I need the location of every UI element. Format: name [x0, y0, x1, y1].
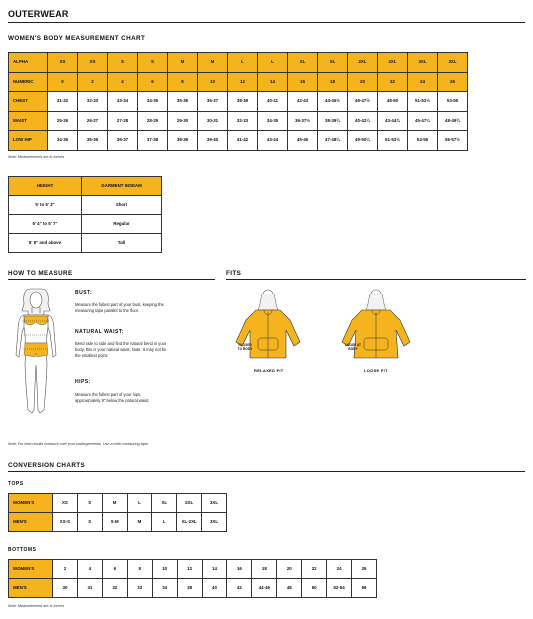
body-chart-cell: 34-35: [138, 92, 168, 112]
loose-fit-tag: LOOSE AT BODY: [345, 343, 361, 351]
body-chart-row: [9, 72, 468, 92]
bottoms-cell: 4: [77, 560, 102, 579]
body-chart-row-label: CHEST: [9, 92, 48, 112]
body-chart-cell: 12: [228, 72, 258, 92]
body-chart-cell: L: [258, 53, 288, 73]
body-chart-cell: 44-45½: [318, 92, 348, 112]
body-chart-cell: 20: [348, 72, 378, 92]
body-chart-cell: 24: [408, 72, 438, 92]
bottoms-cell: 56: [352, 579, 377, 598]
body-chart-cell: M: [198, 53, 228, 73]
page-title: OUTERWEAR: [8, 9, 69, 19]
body-chart-cell: 0: [48, 72, 78, 92]
tops-cell: 2XL: [177, 494, 202, 513]
body-chart-cell: 49-50¼: [348, 131, 378, 151]
body-chart-cell: 10: [198, 72, 228, 92]
body-chart-cell: 37-38: [138, 131, 168, 151]
relaxed-fit-tag: CLOSER TO BODY: [237, 343, 253, 351]
body-chart-cell: 41-42: [228, 131, 258, 151]
body-chart-cell: 27-28: [108, 111, 138, 131]
tops-row-label: MEN'S: [9, 513, 53, 532]
body-chart-cell: 31-32: [48, 92, 78, 112]
bottoms-cell: 26: [352, 560, 377, 579]
body-chart-cell: XS: [78, 53, 108, 73]
body-chart-cell: 36-37: [108, 131, 138, 151]
bottoms-cell: 44-46: [252, 579, 277, 598]
inseam-header-height: HEIGHT: [9, 177, 82, 196]
body-chart-cell: 46-47½: [348, 92, 378, 112]
loose-fit-illustration: [336, 286, 416, 366]
body-chart-row-label: LOW HIP: [9, 131, 48, 151]
relaxed-fit-label: RELAXED FIT: [254, 368, 284, 373]
body-chart-cell: 32-33: [228, 111, 258, 131]
tops-cell: XS: [53, 494, 78, 513]
body-chart-cell: 51-52½: [408, 92, 438, 112]
how-to-measure-divider: [8, 279, 215, 280]
body-chart-cell: L: [228, 53, 258, 73]
waist-text: Bend side to side and find the natural bend in your body, this is your natural waist. Note: It may not be the smallest point.: [75, 341, 167, 359]
tops-cell: 3XL: [202, 494, 227, 513]
body-chart-cell: 48-49¾: [438, 111, 468, 131]
bottoms-cell: 48: [277, 579, 302, 598]
fits-divider: [226, 279, 526, 280]
tops-cell: M: [127, 513, 152, 532]
body-chart-cell: 14: [258, 72, 288, 92]
inseam-value: Short: [82, 196, 162, 215]
bottoms-cell: 20: [277, 560, 302, 579]
tops-cell: 3XL: [202, 513, 227, 532]
body-chart-row: [9, 53, 468, 73]
inseam-value: Tall: [82, 234, 162, 253]
body-chart-cell: 34-35: [48, 131, 78, 151]
bottoms-cell: 22: [302, 560, 327, 579]
body-chart-cell: 2: [78, 72, 108, 92]
bottoms-conversion-table: [8, 559, 377, 598]
bust-heading: BUST:: [75, 290, 93, 296]
body-chart-cell: 40-42¼: [348, 111, 378, 131]
bottoms-cell: 42: [227, 579, 252, 598]
body-chart-cell: 53-55: [408, 131, 438, 151]
tops-row: [9, 513, 227, 532]
tops-cell: L: [152, 513, 177, 532]
body-chart-cell: S: [138, 53, 168, 73]
body-chart-cell: 43-44: [258, 131, 288, 151]
how-to-measure-title: HOW TO MEASURE: [8, 270, 73, 277]
body-chart-cell: 35-36: [168, 92, 198, 112]
loose-fit-label: LOOSE FIT: [364, 368, 388, 373]
body-chart-cell: 22: [378, 72, 408, 92]
fits-title: FITS: [226, 270, 242, 277]
tops-cell: S: [77, 494, 102, 513]
body-chart-cell: 16: [288, 72, 318, 92]
bottoms-cell: 18: [252, 560, 277, 579]
bottoms-cell: 24: [327, 560, 352, 579]
conversion-note: Note: Measurements are in inches: [8, 604, 65, 608]
body-chart-cell: 6: [138, 72, 168, 92]
tops-cell: XS-S: [53, 513, 78, 532]
bottoms-cell: 6: [102, 560, 127, 579]
body-chart-cell: 38-39¼: [318, 111, 348, 131]
bottoms-row: [9, 560, 377, 579]
body-chart-note: Note: Measurements are in inches: [8, 155, 65, 159]
body-chart-cell: 42-43: [288, 92, 318, 112]
tops-conversion-table: [8, 493, 227, 532]
bottoms-title: BOTTOMS: [8, 547, 37, 553]
body-chart-cell: 43-44¾: [378, 111, 408, 131]
body-chart-cell: 53-55: [438, 92, 468, 112]
body-chart-cell: 38-39: [228, 92, 258, 112]
body-chart-cell: 33-34: [108, 92, 138, 112]
tops-row: [9, 494, 227, 513]
tops-cell: L: [127, 494, 152, 513]
bottoms-cell: 12: [177, 560, 202, 579]
tops-cell: XL-2XL: [177, 513, 202, 532]
hips-text: Measure the fullest part of your hips, approximately 8" below the natural waist.: [75, 392, 150, 404]
body-chart-cell: 30-31: [198, 111, 228, 131]
body-chart-cell: 34-35: [258, 111, 288, 131]
bottoms-cell: 34: [152, 579, 177, 598]
tops-cell: M: [102, 494, 127, 513]
body-chart-cell: 3XL: [408, 53, 438, 73]
inseam-table: [8, 176, 162, 253]
body-chart-cell: 56-57½: [438, 131, 468, 151]
bottoms-cell: 8: [127, 560, 152, 579]
bottoms-cell: 50: [302, 579, 327, 598]
title-divider: [8, 22, 525, 23]
body-chart-cell: 28-29: [138, 111, 168, 131]
how-to-measure-note: Note: For best results measure over your undergarments. Use a cloth measuring tape.: [8, 442, 149, 446]
bottoms-cell: 2: [53, 560, 78, 579]
tops-cell: S-M: [102, 513, 127, 532]
bottoms-cell: 33: [127, 579, 152, 598]
body-figure-illustration: [10, 285, 62, 425]
tops-row-label: WOMEN'S: [9, 494, 53, 513]
bust-text: Measure the fullest part of your bust, keeping the measuring tape parallel to the floor.: [75, 302, 164, 314]
body-chart-cell: 29-30: [168, 111, 198, 131]
body-chart-row-label: WAIST: [9, 111, 48, 131]
conversion-title: CONVERSION CHARTS: [8, 462, 86, 469]
inseam-value: Regular: [82, 215, 162, 234]
bottoms-row-label: MEN'S: [9, 579, 53, 598]
body-chart-cell: 47-48¼: [318, 131, 348, 151]
body-chart-cell: 26-27: [78, 111, 108, 131]
hips-heading: HIPS:: [75, 379, 91, 385]
bottoms-cell: 10: [152, 560, 177, 579]
body-chart-cell: M: [168, 53, 198, 73]
body-chart-cell: 32-33: [78, 92, 108, 112]
body-chart-cell: 48-50: [378, 92, 408, 112]
body-chart-row: [9, 111, 468, 131]
bottoms-row-label: WOMEN'S: [9, 560, 53, 579]
bottoms-cell: 16: [227, 560, 252, 579]
body-chart-cell: 38-39: [168, 131, 198, 151]
body-chart-cell: 2XL: [378, 53, 408, 73]
relaxed-fit-illustration: [228, 286, 308, 366]
inseam-header-garment: GARMENT INSEAM: [82, 177, 162, 196]
bottoms-cell: 14: [202, 560, 227, 579]
bottoms-row: [9, 579, 377, 598]
body-chart-cell: 35-36: [78, 131, 108, 151]
body-chart-title: WOMEN'S BODY MEASUREMENT CHART: [8, 35, 146, 42]
bottoms-cell: 52-54: [327, 579, 352, 598]
body-chart-cell: 26: [438, 72, 468, 92]
body-chart-cell: 25-26: [48, 111, 78, 131]
body-chart-cell: XL: [288, 53, 318, 73]
inseam-height: 5' to 5' 3": [9, 196, 82, 215]
tops-title: TOPS: [8, 481, 24, 487]
body-chart-cell: 45-47¼: [408, 111, 438, 131]
body-measurement-table: [8, 52, 468, 151]
bottoms-cell: 40: [202, 579, 227, 598]
body-chart-cell: XL: [318, 53, 348, 73]
body-chart-cell: 39-40: [198, 131, 228, 151]
body-chart-cell: 40-41: [258, 92, 288, 112]
body-chart-cell: 36-37: [198, 92, 228, 112]
waist-heading: NATURAL WAIST:: [75, 329, 125, 335]
body-chart-cell: 2XL: [348, 53, 378, 73]
body-chart-row: [9, 92, 468, 112]
bottoms-cell: 30: [53, 579, 78, 598]
tops-cell: XL: [152, 494, 177, 513]
tops-cell: S: [77, 513, 102, 532]
inseam-height: 5' 4" to 5' 7": [9, 215, 82, 234]
bottoms-cell: 38: [177, 579, 202, 598]
body-chart-cell: 51-52½: [378, 131, 408, 151]
body-chart-cell: 45-46: [288, 131, 318, 151]
body-chart-cell: XS: [48, 53, 78, 73]
bottoms-cell: 32: [102, 579, 127, 598]
body-chart-cell: 4: [108, 72, 138, 92]
body-chart-row-label: ALPHA: [9, 53, 48, 73]
body-chart-cell: 36-37½: [288, 111, 318, 131]
body-chart-cell: 8: [168, 72, 198, 92]
body-chart-cell: S: [108, 53, 138, 73]
body-chart-cell: 18: [318, 72, 348, 92]
bottoms-cell: 31: [77, 579, 102, 598]
body-chart-cell: 3XL: [438, 53, 468, 73]
body-chart-row-label: NUMERIC: [9, 72, 48, 92]
inseam-height: 5' 8" and above: [9, 234, 82, 253]
conversion-divider: [8, 471, 525, 472]
body-chart-row: [9, 131, 468, 151]
